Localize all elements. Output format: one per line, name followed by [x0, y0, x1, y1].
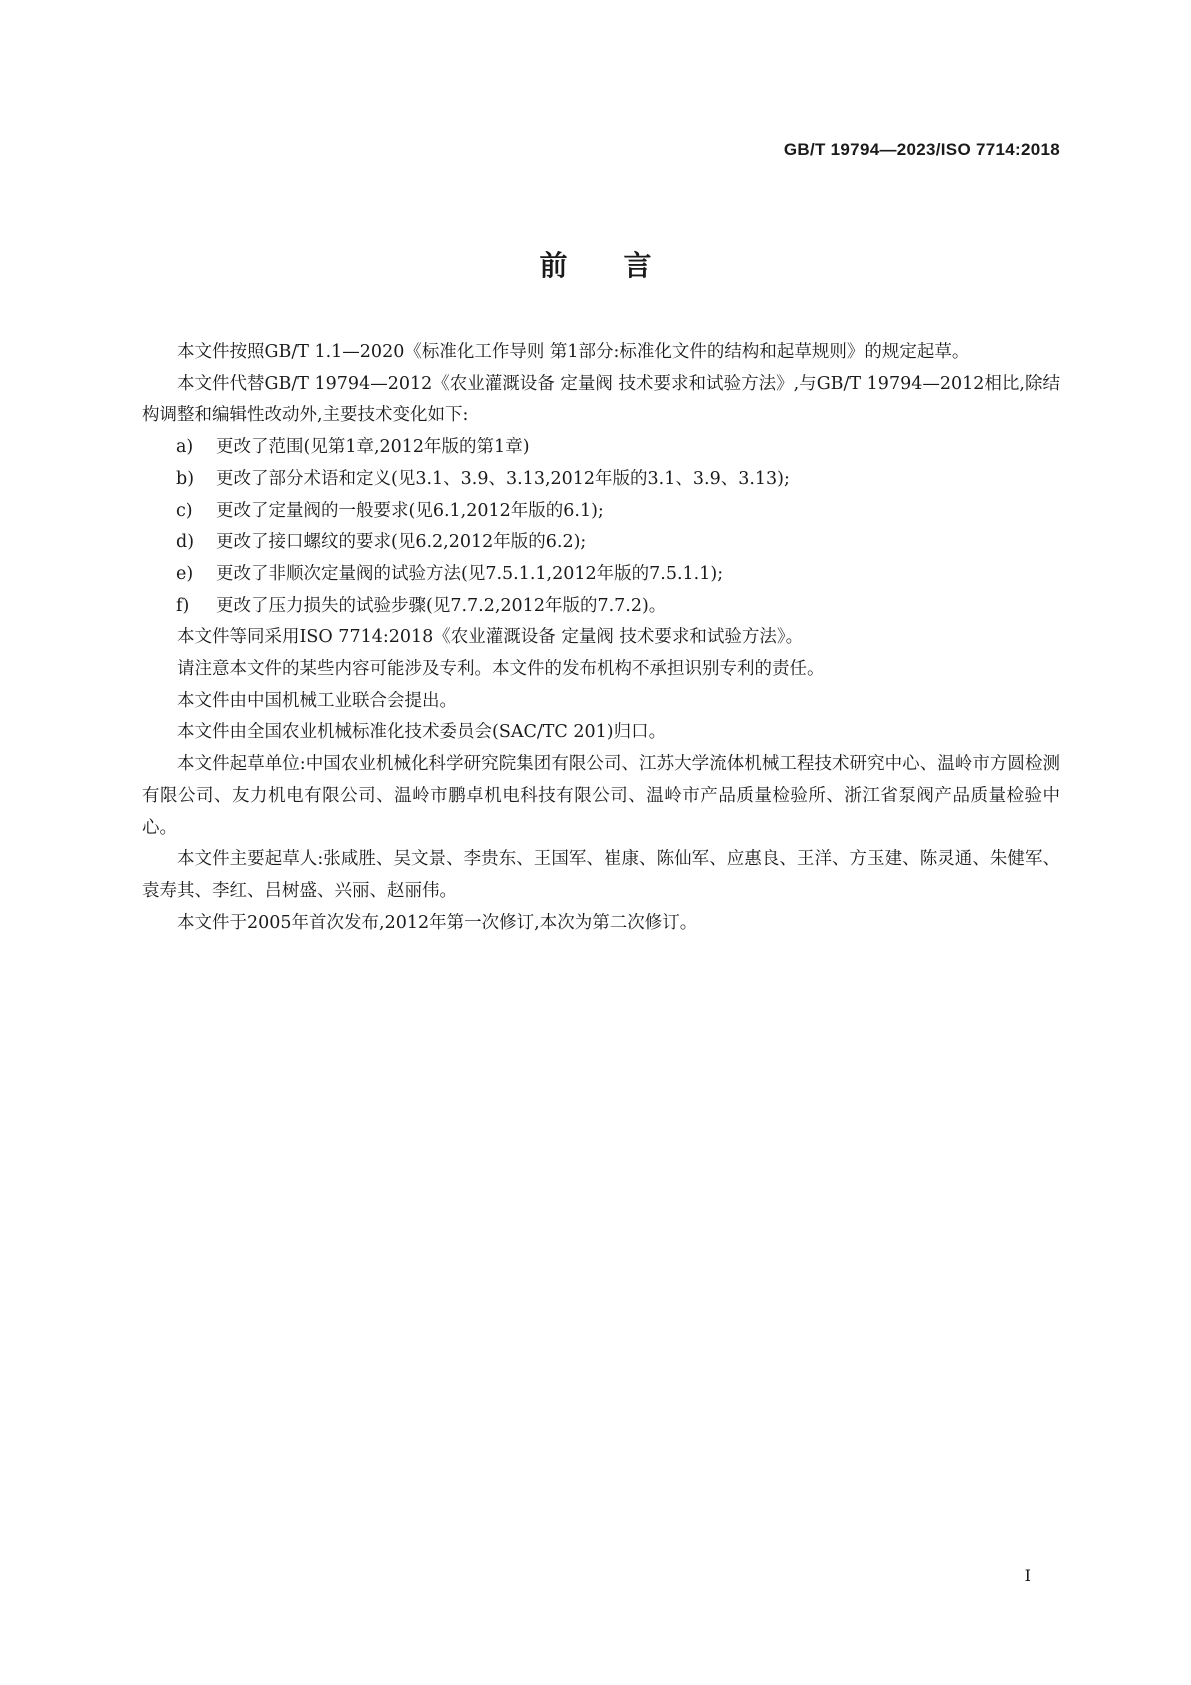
- paragraph: 请注意本文件的某些内容可能涉及专利。本文件的发布机构不承担识别专利的责任。: [177, 659, 825, 680]
- list-marker: d): [176, 532, 195, 553]
- list-item: [142, 527, 1060, 559]
- paragraph: 本文件由全国农业机械标准化技术委员会(SAC/TC 201)归口。: [177, 722, 667, 743]
- paragraph: 本文件于2005年首次发布,2012年第一次修订,本次为第二次修订。: [177, 912, 698, 933]
- list-item: [142, 464, 1060, 496]
- list-item-text: 更改了非顺次定量阀的试验方法(见7.5.1.1,2012年版的7.5.1.1);: [216, 563, 724, 584]
- list-marker: a): [176, 437, 194, 458]
- list-marker: c): [176, 500, 193, 521]
- page-title: 前言: [539, 249, 708, 282]
- list-item-text: 更改了定量阀的一般要求(见6.1,2012年版的6.1);: [216, 500, 604, 521]
- foreword-body: [142, 337, 1060, 939]
- list-item-text: 更改了部分术语和定义(见3.1、3.9、3.13,2012年版的3.1、3.9、3.13);: [216, 468, 790, 489]
- list-item: [142, 496, 1060, 528]
- list-item-text: 更改了接口螺纹的要求(见6.2,2012年版的6.2);: [216, 532, 587, 553]
- paragraph: 本文件按照GB/T 1.1—2020《标准化工作导则 第1部分:标准化文件的结构和起草规则》的规定起草。: [177, 342, 970, 362]
- list-item: [142, 559, 1060, 591]
- list-marker: e): [176, 563, 194, 584]
- list-marker: b): [176, 468, 195, 489]
- list-item-text: 更改了压力损失的试验步骤(见7.7.2,2012年版的7.7.2)。: [216, 595, 667, 616]
- page-number: I: [1024, 1566, 1031, 1585]
- paragraph: 本文件由中国机械工业联合会提出。: [177, 690, 457, 711]
- paragraph: 本文件等同采用ISO 7714:2018《农业灌溉设备 定量阀 技术要求和试验方法》。: [177, 627, 804, 648]
- paragraph: 本文件主要起草人:张咸胜、吴文景、李贵东、王国军、崔康、陈仙军、应惠良、王洋、方玉建、陈灵通、朱健军、袁寿其、李红、吕树盛、兴丽、赵丽伟。: [142, 849, 1060, 901]
- list-marker: f): [176, 595, 190, 616]
- list-item: [142, 432, 1060, 464]
- paragraph: 本文件代替GB/T 19794—2012《农业灌溉设备 定量阀 技术要求和试验方法》,与GB/T 19794—2012相比,除结构调整和编辑性改动外,主要技术变化如下:: [142, 373, 1060, 426]
- paragraph: 本文件起草单位:中国农业机械化科学研究院集团有限公司、江苏大学流体机械工程技术研究中心、温岭市方圆检测有限公司、友力机电有限公司、温岭市鹏卓机电科技有限公司、温岭市产品质量检验所、浙江省泵阀产品质量检验中心。: [142, 754, 1060, 838]
- list-item-text: 更改了范围(见第1章,2012年版的第1章): [216, 437, 530, 458]
- document-code: GB/T 19794—2023/ISO 7714:2018: [783, 140, 1060, 159]
- list-item: [142, 591, 1060, 623]
